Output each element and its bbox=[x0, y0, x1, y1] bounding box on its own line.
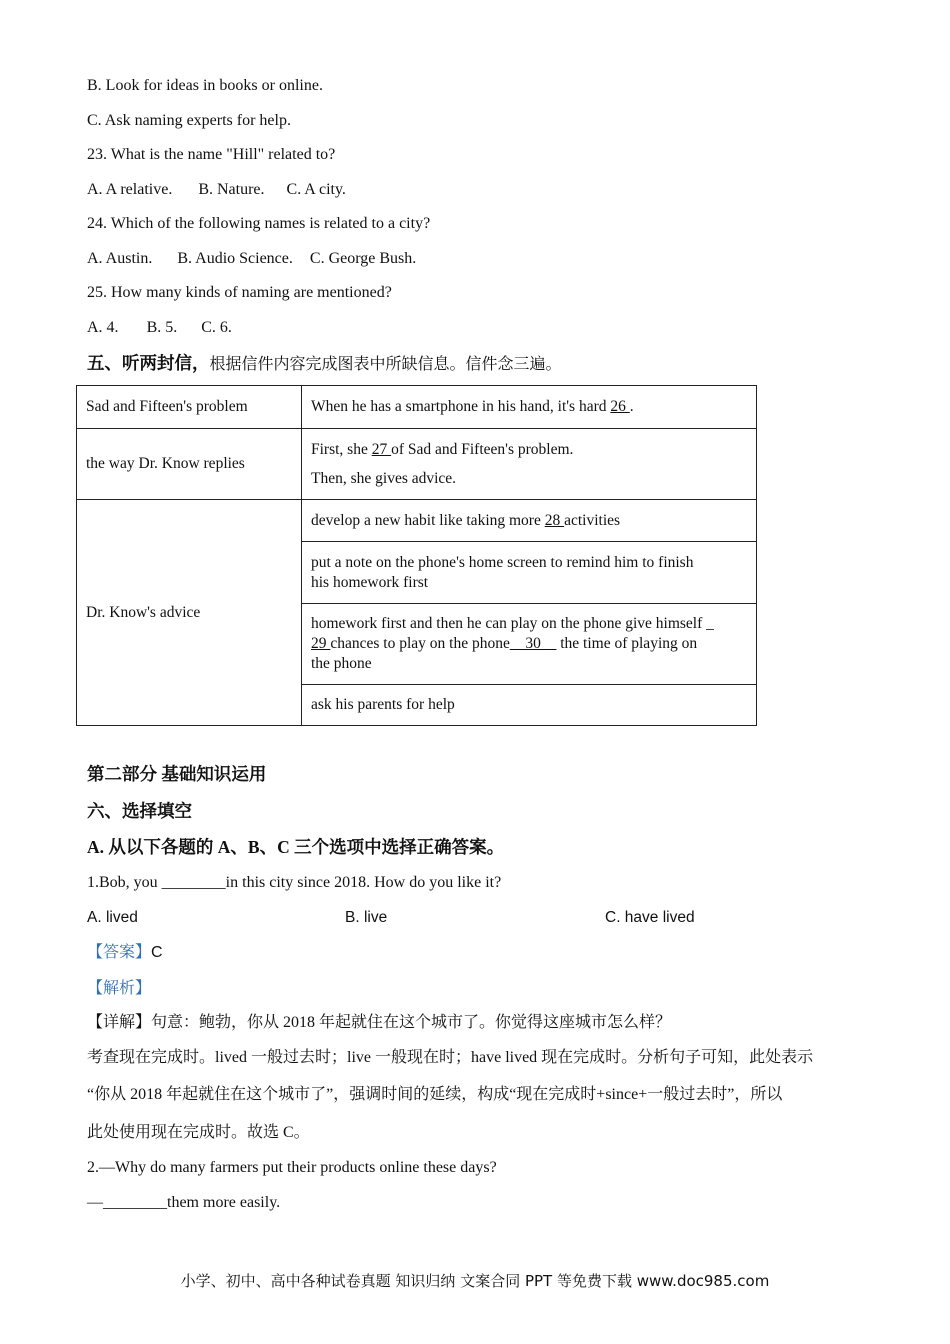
q24-option-a: A. Austin. bbox=[87, 250, 153, 267]
q22-option-b: B. Look for ideas in books or online. bbox=[87, 77, 323, 94]
q1-option-c: C. have lived bbox=[605, 909, 695, 926]
table-row bbox=[77, 386, 757, 429]
footer-banner: 小学、初中、高中各种试卷真题 知识归纳 文案合同 PPT 等免费下载 www.doc985.com bbox=[180, 1272, 770, 1290]
table-cell-replies: First, she 27 of Sad and Fifteen's problem. Then, she gives advice. bbox=[302, 429, 757, 500]
section5-heading bbox=[87, 353, 562, 375]
advice-1: develop a new habit like taking more 28 activities bbox=[302, 500, 757, 542]
part2-title: 第二部分 基础知识运用 bbox=[87, 764, 267, 784]
section5-title: 五、听两封信， bbox=[87, 353, 210, 373]
blank-26: 26 bbox=[610, 398, 630, 415]
answer-value: C bbox=[151, 944, 163, 961]
advice-2: put a note on the phone's home screen to remind him to finish his homework first bbox=[302, 542, 757, 604]
q1-explanation-1: 考查现在完成时。lived 一般过去时；live 一般现在时；have lived 现在完成时。分析句子可知，此处表示 bbox=[87, 1049, 814, 1066]
q23-question: 23. What is the name "Hill" related to? bbox=[87, 146, 336, 163]
blank-30: __30__ bbox=[509, 635, 557, 652]
blank-28: 28 bbox=[544, 511, 565, 529]
q25-question: 25. How many kinds of naming are mentioned? bbox=[87, 284, 392, 301]
section6-title: 六、选择填空 bbox=[87, 801, 192, 821]
q25-option-c: C. 6. bbox=[201, 319, 232, 336]
q1-option-b: B. live bbox=[345, 909, 388, 926]
q1-detail: 【详解】句意：鲍勃，你从 2018 年起就住在这个城市了。你觉得这座城市怎么样？ bbox=[87, 1014, 672, 1031]
q24-option-b: B. Audio Science. bbox=[177, 250, 293, 267]
q1-question: 1.Bob, you ________in this city since 2018. How do you like it? bbox=[87, 874, 502, 891]
q2-question: 2.—Why do many farmers put their products online these days? bbox=[87, 1159, 497, 1176]
q1-option-a: A. lived bbox=[87, 909, 138, 926]
q1-analysis-tag: 【解析】 bbox=[87, 980, 152, 997]
q23-option-b: B. Nature. bbox=[198, 181, 265, 198]
q24-question: 24. Which of the following names is related to a city? bbox=[87, 215, 431, 232]
q24-option-c: C. George Bush. bbox=[309, 250, 417, 267]
info-table bbox=[76, 385, 757, 726]
table-label-advice: Dr. Know's advice bbox=[77, 500, 302, 726]
answer-tag: 【答案】 bbox=[87, 944, 152, 961]
q1-answer bbox=[87, 943, 163, 963]
section6-instruction: A. 从以下各题的 A、B、C 三个选项中选择正确答案。 bbox=[87, 837, 505, 857]
q25-option-a: A. 4. bbox=[87, 319, 119, 336]
q22-option-c: C. Ask naming experts for help. bbox=[87, 112, 291, 129]
table-cell-problem: When he has a smartphone in his hand, it's hard 26 . bbox=[302, 386, 757, 429]
blank-27: 27 bbox=[371, 441, 392, 458]
q25-options bbox=[87, 318, 232, 338]
table-label-problem: Sad and Fifteen's problem bbox=[77, 386, 302, 429]
q23-options bbox=[87, 180, 346, 200]
table-row bbox=[77, 429, 757, 500]
section5-instruction: 根据信件内容完成图表中所缺信息。信件念三遍。 bbox=[209, 356, 562, 373]
q1-explanation-3: 此处使用现在完成时。故选 C。 bbox=[87, 1124, 310, 1141]
q25-option-b: B. 5. bbox=[146, 319, 178, 336]
q1-explanation-2: “你从 2018 年起就住在这个城市了”，强调时间的延续，构成“现在完成时+since+一般过去时”，所以 bbox=[87, 1086, 783, 1103]
table-row bbox=[77, 500, 757, 542]
blank-29: 29 bbox=[311, 635, 331, 652]
q24-options bbox=[87, 249, 416, 269]
table-label-replies: the way Dr. Know replies bbox=[77, 429, 302, 500]
advice-4: ask his parents for help bbox=[302, 685, 757, 726]
q23-option-c: C. A city. bbox=[286, 181, 346, 198]
advice-3: homework first and then he can play on the phone give himself _ 29 chances to play on the phone__30__ the time of playing on the phone bbox=[302, 604, 757, 685]
q23-option-a: A. A relative. bbox=[87, 181, 173, 198]
q2-answer-line: —________them more easily. bbox=[87, 1194, 281, 1211]
